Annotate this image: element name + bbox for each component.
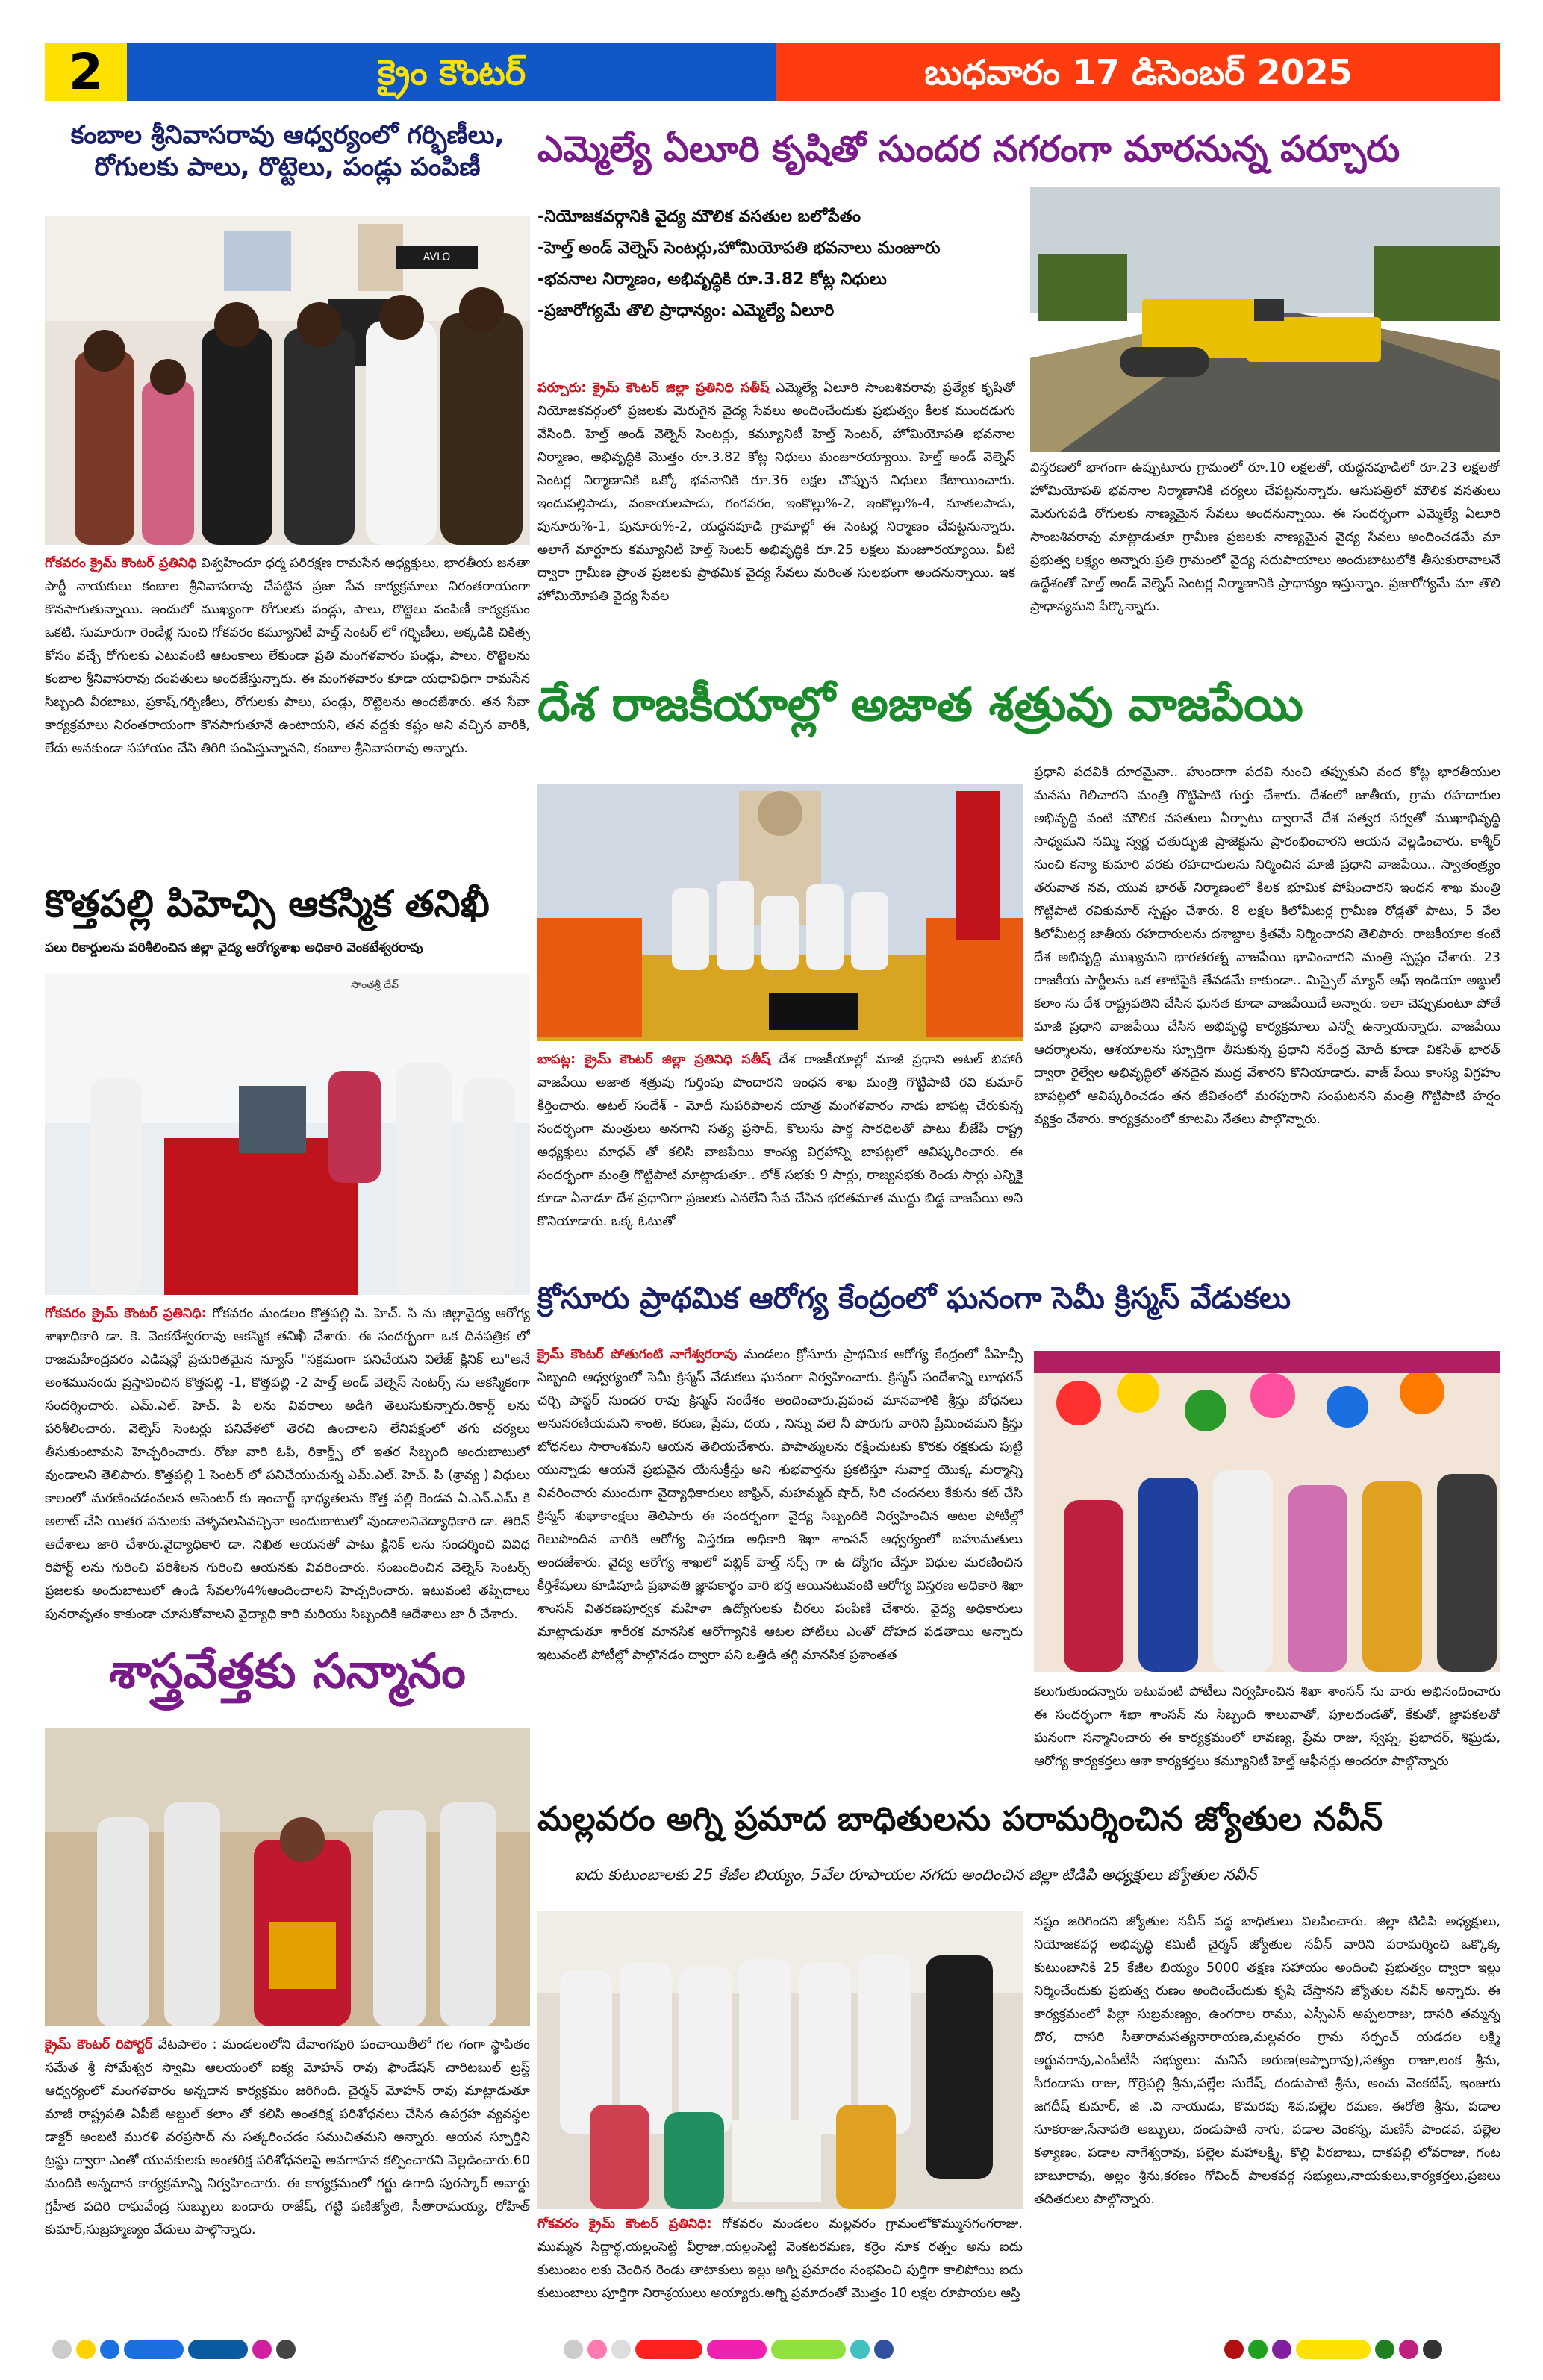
a4-photo-sign: సొంతశ్రీ దేవ్ [351,979,399,991]
a7-body2: నష్టం జరిగిందని జ్యోతుల నవీన్ వద్ద బాధితులు విలపించారు. జిల్లా టిడిపి అధ్యక్షులు, నియోజకవర్గ అభివృద్ధి కమిటీ చైర్మన్ జ్యోతుల నవీన్ వారిని పరామర్శించి ఒక్కొక్క కుటుంబానికి 25 కేజీల బియ్యం 5000 తక్షణ సహాయం అందించి ప్రభుత్వం ద్వారా ఇల్లు నిర్మించేందుకు ప్రభుత్వ రుణం అందించేందుకు కృషి చేస్తానని జ్యోతుల నవీన్ అన్నారు. ఈ కార్యక్రమంలో పిల్లా సుబ్రమణ్యం, ఉంగరాల రాము, ఎస్సీఎస్ అప్పలరాజు, దాసరి తమ్మన్న దొర, దాసరి సీతారామసత్యనారాయణ,మల్లవరం గ్రామ సర్పంచ్ యడదల లక్ష్మి అర్జునరావు,ఎంపీటీసీ సభ్యులు: మనిసే అరుణ(అప్పారావు),సత్యం రాజా,లంక శ్రీను, సీరందాసు రాజు, గొర్రెపల్లి శ్రీను,పల్లేల సురేష్, దండుపాటి శ్రీను, అంచు వెంకటేష్, ఇంజురు జగదీష్ కుమార్, జి .వి నాయుడు, కొమరపు శివ,పల్లెల రమణ, ఈరోతి శ్రీను, పడాల సూకరాజు,సేనాపతి అబ్బులు, దండుపాటి నాగు, పడాల వెంకన్న, మణిసే పాండవ, పల్లెల కళ్యాణం, పడాల నాగేశ్వరావు, పల్లెల మహాలక్ష్మి, కొల్లి వీరబాబు, దాకపల్లి లోవరాజు, గంట బాబూరావు, అల్లం శ్రీను,కరణం గోవింద్ పాలకవర్గ సభ్యులు,నాయకులు,కార్యకర్తలు,ప్రజలు తదితరులు పాల్గొన్నారు. [1034,1914,1500,2207]
a5-photo [1034,1351,1500,1672]
a7-photo [537,1911,1023,2209]
a2-bullet: -హెల్త్ అండ్ వెల్నెస్ సెంటర్లు,హోమియోపతి భవనాలు మంజూరు [537,239,941,257]
a7-subhead: ఐదు కుటుంబాలకు 25 కేజీల బియ్యం, 5వేల రూపాయల నగదు అందించిన జిల్లా టిడిపి అధ్యక్షులు జ్యోతుల నవీన్ [575,1866,1257,1884]
a5-body2: కలుగుతుందన్నారు ఇటువంటి పోటీలు నిర్వహించిన శిఖా శాంసన్ ను వారు అభినందించారు ఈ సందర్భంగా శిఖా శాంసన్ ను సిబ్బంది శాలువాతో, పూలదండతో, కేకుతో, జ్ఞాపకలతో ఘనంగా సన్మానించారు ఈ కార్యక్రమంలో లావణ్య, ప్రేమ రాజు, స్వప్న, ప్రభాదర్, శిఘ్రడు, ఆరోగ్య కార్యకర్తలు ఆశా కార్యకర్తలు కమ్యూనిటీ హెల్త్ ఆఫీసర్లు అందరూ పాల్గొన్నారు [1034,1684,1500,1769]
a2-body [537,377,1015,660]
a2-bullets [537,202,1015,327]
a2-bullet: -భవనాల నిర్మాణం, అభివృద్ధికి రూ.3.82 కోట్ల నిధులు [537,270,887,289]
a4-dateline: గోకవరం క్రైమ్ కౌంటర్ ప్రతినిధి: [45,1306,207,1321]
footer-strip-mid [564,2340,894,2359]
brand-title: క్రైం కౌంటర్ [127,43,776,101]
a1-body [45,552,530,903]
footer-strip-right [1224,2340,1442,2359]
a2-dateline: పర్చూరు: క్రైమ్ కౌంటర్ జిల్లా ప్రతినిధి సతీష్ [537,381,770,396]
a1-text: విశ్వహిందూ ధర్మ పరిరక్షణ రామసేన అధ్యక్షులు, భారతీయ జనతా పార్టీ నాయకులు కంబాల శ్రీనివాసరావు చేపట్టిన ప్రజా సేవ కార్యక్రమాలు నిరంతరాయంగా కొనసాగుతున్నాయి. ఇందులో ముఖ్యంగా రోగులకు పండ్లు, పాలు, రొట్టెలు పంపిణీ కార్యక్రమం ఒకటి. సుమారుగా రెండేళ్ల నుంచి గోకవరం కమ్యూనిటీ హెల్త్ సెంటర్ లో గర్భిణీలు, అక్కడికి చికిత్స కోసం వచ్చే రోగులకు ఎటువంటి ఆటంకాలు లేకుండా ప్రతి మంగళవారం పండ్లు, పాలు, రొట్టెలను కంబాల శ్రీనివాసరావు దంపతులు అందజేస్తున్నారు. ఈ మంగళవారం కూడా యధావిధిగా రామసేన సిబ్బంది వీరబాబు, ప్రకాష్,గర్భిణీలు, రోగులకు పాలు, పండ్లు, రొట్టెలను అందజేశారు. తన సేవా కార్యక్రమాలు నిరంతరాయంగా కొనసాగుతూనే ఉంటాయని, తన వద్దకు కష్టం అని వచ్చిన వారికి, లేదు అనకుండా సహాయం చేసి తిరిగి పంపిస్తున్నానని, కంబాల శ్రీనివాసరావు అన్నారు. [45,556,530,756]
a6-dateline: క్రైమ్ కౌంటర్ రిపోర్టర్ [45,2037,153,2052]
a6-body [45,2034,530,2325]
a3-dateline: బాపట్ల: క్రైమ్ కౌంటర్ జిల్లా ప్రతినిధి సతీష్ [537,1052,770,1067]
a5-text: మండలం క్రోసూరు ప్రాథమిక ఆరోగ్య కేంద్రంలో పీహెచ్సీ సిబ్బంది ఆధ్వర్యంలో సెమీ క్రిస్మస్ వేడుకలు ఘనంగా నిర్వహించారు. క్రిస్మస్ సందేశాన్ని లూథరన్ చర్చి పాస్టర్ సుందర రావు క్రిస్మస్ సందేశం అందించారు.ప్రపంచ మానవాళికి శ్రీస్తు బోధనలు అనుసరణీయమని శాంతి, కరుణ, ప్రేమ, దయ , నిన్ను వలె నీ పొరుగు వారిని ప్రేమించమని క్రీస్తు బోధనలు సారాంశమని ఆయన తెలియచేశారు. పాపాత్ములను రక్షించుటకు కొరకు రక్షకుడు పుట్టి యున్నాడు ఆయనే ప్రభువైన యేసుక్రీస్తు అని శుభవార్తను ప్రకటిస్తూ సువార్త యొక్క మర్మాన్ని వివరించారు ముందుగా వైద్యాధికారులు జాఫ్రిన్, మహమ్మద్ షాద్, సిరి చందనలు కేకును కట్ చేసి క్రిస్మస్ శుభాకాంక్షలు తెలిపారు ఈ సందర్భంగా వైద్య సిబ్బందికి నిర్వహించిన ఆటల పోటీల్లో గెలుపొందిన వారికి ఆరోగ్య విస్తరణ అధికారి శిఖా శాంసన్ ఆధ్వర్యంలో బహుమతులు అందజేశారు. వైద్య ఆరోగ్య శాఖలో పబ్లిక్ హెల్త్ నర్స్ గా ఉ ద్యోగం చేస్తూ విధుల మరణించిన కీర్తిశేషులు కూడిపూడి ప్రభావతి జ్ఞాపకార్థం వారి భర్త ఆయినటువంటి ఆరోగ్య విస్తరణ అధికారి శిఖా శాంసన్ వితరణపూర్వక మహిళా ఉద్యోగులకు చీరలు పంపిణీ చేశారు. వైద్య అధికారులు మాట్లాడుతూ శారీరక మానసిక ఆరోగ్యానికి ఆటల పోటీలు ఎంతో దోహద పడతాయి అన్నారు ఇటువంటి పోటీల్లో పాల్గొనడం ద్వారా పని ఒత్తిడి తగ్గి మానసిక ప్రశాంతత [537,1347,1023,1663]
a6-photo [45,1728,530,2026]
a1-dateline: గోకవరం క్రైమ్ కౌంటర్ ప్రతినిధి [45,556,197,571]
a2-photo [1030,187,1500,452]
a2-text: ఎమ్మెల్యే ఏలూరి సాంబశివరావు ప్రత్యేక కృషితో నియోజకవర్గంలో ప్రజలకు మెరుగైన వైద్య సేవలు అందించేందుకు ప్రభుత్వం కీలక ముందడుగు వేసింది. హెల్త్ అండ్ వెల్నెస్ సెంటర్లు, కమ్యూనిటీ హెల్త్ సెంటర్, హోమియోపతి భవనాల నిర్మాణం, అభివృద్ధికి మొత్తం రూ.3.82 కోట్ల నిధులు మంజూరయ్యాయి. హెల్త్ అండ్ వెల్నెస్ సెంటర్ల నిర్మాణానికి ఒక్కో భవనానికి రూ.36 లక్షల చొప్పున నిధులు కేటాయించారు. ఇందుపల్లిపాడు, వంకాయలపాడు, గంగవరం, ఇంకొల్లు%-2, ఇంకొల్లు%-4, నూతలపాడు, పునూరు%-1, పునూరు%-2, యద్దనపూడి గ్రామాల్లో ఈ సెంటర్ల నిర్మాణం చేపట్టనున్నారు. అలాగే మార్టూరు కమ్యూనిటీ హెల్త్ సెంటర్ అభివృద్ధికి రూ.25 లక్షలు మంజూరయ్యాయి. వీటి ద్వారా గ్రామీణ ప్రాంత ప్రజలకు ప్రాథమిక వైద్య సేవలు మరింత సులభంగా అందనున్నాయి. ఇక హోమియోపతి వైద్య సేవల [537,381,1015,604]
a5-headline: క్రోసూరు ప్రాథమిక ఆరోగ్య కేంద్రంలో ఘనంగా సెమీ క్రిస్మస్ వేడుకలు [537,1281,1291,1316]
a5-dateline: క్రైమ్ కౌంటర్ పోతుగంటి నాగేశ్వరరావు [537,1347,738,1362]
a3-body2: ప్రధాని పదవికి దూరమైనా.. హుందాగా పదవి నుంచి తప్పుకుని వంద కోట్ల భారతీయుల మనసు గెలిచారని మంత్రి గొట్టిపాటి గుర్తు చేశారు. దేశంలో జాతీయ, గ్రామ రహదారుల అభివృద్ధి వంటి మౌలిక వసతులు ఏర్పాటు ద్వారానే దేశ సత్వర సర్వతో ముఖాభివృద్ధి సాధ్యమని నమ్మి స్వర్ణ చతుర్భుజి ప్రాజెక్టును ప్రారంభించారని ఆయన వెల్లడించారు. కాశ్మీర్ నుంచి కన్యా కుమారి వరకు రహదారులను నిర్మించిన మాజీ ప్రధాని వాజపేయి.. స్వాతంత్ర్యం తరువాత నవ, యువ భారత్ నిర్మాణంలో కీలక భూమిక పోషించారని ఇంధన శాఖ మంత్రి గొట్టిపాటి రవికుమార్ స్పష్టం చేశారు. 8 లక్షల కిలోమీటర్ల గ్రామీణ రోడ్లతో పాటు, 5 వేల కిలోమీటర్ల జాతీయ రహదారులను దశాబ్దాల క్రితమే నిర్మించారని తెలిపారు. రాజకీయాల కంటే దేశ అభివృద్ధి ముఖ్యమని భారతరత్న వాజపేయి భావించారని మంత్రి స్పష్టం చేశారు. 23 రాజకీయ పార్టీలను ఒక తాటిపైకి తేవడమే కాకుండా.. మిస్సైల్ మ్యాన్ ఆఫ్ ఇండియా అబ్దుల్ కలాం ను దేశ రాష్ట్రపతిని చేసిన ఘనత కూడా వాజపేయిదే అన్నారు. ఇలా చెప్పుకుంటూ పోతే మాజీ ప్రధాని వాజపేయి చేసిన అభివృద్ధి కార్యక్రమాలు ఎన్నో ఉన్నాయన్నారు. వాజపేయి ఆదర్శాలను, ఆశయాలను స్ఫూర్తిగా తీసుకున్న ప్రధాని నరేంద్ర మోదీ కూడా వికసిత్ భారత్ ద్వారా రైల్వేల అభివృద్ధిలో తనదైన ముద్ర వేశారని కొనియాడారు. వాజ్ పేయి కాంస్య విగ్రహం బాపట్లలో ఆవిష్కరించడం తన జీవితంలో మరపురాని సంఘటనని మంత్రి గొట్టిపాటి హర్షం వ్యక్తం చేశారు. కార్యక్రమంలో కూటమి నేతలు పాల్గొన్నారు. [1034,765,1500,1127]
a4-subhead: పలు రికార్డులను పరిశీలించిన జిల్లా వైద్య ఆరోగ్యశాఖ అధికారి వెంకటేశ్వరరావు [45,940,423,955]
a4-headline: కొత్తపల్లి పిహెచ్సి ఆకస్మిక తనిఖీ [45,882,490,925]
a5-body [537,1343,1023,1776]
a6-headline: శాస్త్రవేత్తకు సన్మానం [109,1644,466,1699]
a3-photo [537,784,1023,1041]
a7-headline: మల్లవరం అగ్ని ప్రమాద బాధితులను పరామర్శించిన జ్యోతుల నవీన్ [537,1800,1383,1838]
a2-body2: విస్తరణలో భాగంగా ఉప్పుటూరు గ్రామంలో రూ.10 లక్షలతో, యద్దనపూడిలో రూ.23 లక్షలతో హోమియోపతి భవనాల నిర్మాణానికి చర్యలు చేపట్టనున్నారు. ఆసుపత్రిలో మౌలిక వసతులు మెరుగుపడి రోగులకు నాణ్యమైన సేవలు అందనున్నాయి. ఈ సందర్భంగా ఎమ్మెల్యే ఏలూరి సాంబశివరావు మాట్లాడుతూ గ్రామీణ ప్రజలకు నాణ్యమైన వైద్య సేవలు అందించడమే మా ప్రభుత్వ లక్ష్యం అన్నారు.ప్రతి గ్రామంలో వైద్య సదుపాయాలు అందుబాటులోకి తీసుకురావాలనే ఉద్దేశంతో హెల్త్ అండ్ వెల్నెస్ సెంటర్ల నిర్మాణానికి ప్రాధాన్యం ఇస్తున్నాం. ప్రజారోగ్యమే మా తొలి ప్రాధాన్యమని పేర్కొన్నారు. [1030,460,1500,614]
a7-dateline: గోకవరం క్రైమ్ కౌంటర్ ప్రతినిధి: [537,2217,712,2231]
a7-text: గోకవరం మండలం మల్లవరం గ్రామంలోకొమ్ముసగంగరాజు, ముమ్మన సిద్దార్థ,యల్లంసెట్టి వీర్రాజు,యల్లంసెట్టి వెంకటరమణ, కర్రెం నూక రత్నం అను ఐదు కుటుంబం లకు చెందిన రెండు తాటాకులు ఇల్లు అగ్ని ప్రమాదం సంభవించి పుర్తిగా కాలిపోయి ఐదు కుటుంబాలు పూర్తిగా నిరాశ్రయులు అయ్యారు.అగ్ని ప్రమాదంతో మొత్తం 10 లక్షల రూపాయల ఆస్తి [537,2217,1023,2301]
a3-text: దేశ రాజకీయాల్లో మాజీ ప్రధాని అటల్ బిహారీ వాజపేయి అజాత శత్రువు గుర్తింపు పొందారని ఇంధన శాఖ మంత్రి గొట్టిపాటి రవి కుమార్ కీర్తించారు. అటల్ సందేశ్ - మోదీ సుపరిపాలన యాత్ర మంగళవారం నాడు బాపట్ల చేరుకున్న సందర్భంగా మంత్రులు అనగాని సత్య ప్రసాద్, కొలుసు పార్థ సారధిలతో పాటు బీజేపీ రాష్ట్ర అధ్యక్షులు మాధవ్ తో కలిసి వాజపేయి కాంస్య విగ్రహాన్ని బాపట్లలో ఆవిష్కరించారు. ఈ సందర్భంగా మంత్రి గొట్టిపాటి మాట్లాడుతూ.. లోక్ సభకు 9 సార్లు, రాజ్యసభకు రెండు సార్లు ఎన్నికై కూడా ఏనాడూ దేశ ప్రధానిగా ప్రజలకు ఎనలేని సేవ చేసిన భరతమాత ముద్దు బిడ్డ వాజపేయి అని కొనియాడారు. ఒక్క ఓటుతో [537,1052,1023,1229]
a2-bullet: -నియోజకవర్గానికి వైద్య మౌలిక వసతుల బలోపేతం [537,207,861,226]
a3-headline: దేశ రాజకీయాల్లో అజాత శత్రువు వాజపేయి [537,677,1303,731]
a4-photo [45,974,530,1295]
a6-text: వేటపాలెం : మండలంలోని దేవాంగపురి పంచాయితీలో గల గంగా స్థాపితం సమేత శ్రీ సోమేశ్వర స్వామి ఆలయంలో ఐక్య మోహన్ రావు ఫౌండేషన్ చారిటబుల్ ట్రస్ట్ ఆధ్వర్యంలో మంగళవారం అన్నదాన కార్యక్రమం జరిగింది. చైర్మన్ మోహన్ రావు మాట్లాడుతూ మాజీ రాష్ట్రపతి ఏపీజే అబ్దుల్ కలాం తో కలిసి అంతరిక్ష పరిశోధనలు చేసిన ఉపగ్రహ వ్యవస్థల డాక్టర్ అంబటి మురళి వరప్రసాద్ ను సత్కరించడం సముచితమని అన్నారు. ఆయన స్ఫూర్తిని ట్రస్టు ద్వారా ఎంతో యువకులకు అంతరిక్ష పరిశోధనలపై అవగాహన కల్పించారని వెల్లడించారు.60 మందికి అన్నదాన కార్యక్రమాన్ని నిర్వహించారు. ఈ కార్యక్రమంలో గర్జు ఉగాది పురస్కార్ అవార్డు గ్రహీత పదిరి రాఘవేంద్ర సుబ్బులు బందారు రాజేష్, గట్టి ఫణిజ్యోతి, సీతారామయ్య, రోహిత్ కుమార్,సుబ్రహ్మణ్యం వేదులు పాల్గొన్నారు. [45,2037,530,2237]
a7-body [537,2213,1023,2329]
footer-strip-left [52,2340,296,2359]
a1-headline: కంబాల శ్రీనివాసరావు ఆధ్వర్యంలో గర్భిణీలు, రోగులకు పాలు, రొట్టెలు, పండ్లు పంపిణీ [70,120,505,182]
page-number: 2 [45,43,127,101]
a3-body [537,1049,1023,1261]
a1-photo-banner: AVLO [396,246,478,269]
a4-text: గోకవరం మండలం కొత్తపల్లి పి. హెచ్. సి ను జిల్లావైద్య ఆరోగ్య శాఖాధికారి డా. కె. వెంకటేశ్వరరావు ఆకస్మిక తనిఖీ చేశారు. ఈ సందర్భంగా ఒక దినపత్రిక లో రాజమహేంద్రవరం ఎడిషన్లో ప్రచురితమైన న్యూస్ "సక్రమంగా పనిచేయని విలేజ్ క్లినిక్ లు"అనే అంశమునందు ప్రస్తావించిన కొత్తపల్లి -1, కొత్తపల్లి -2 హెల్త్ అండ్ వెల్నెస్ సెంటర్స్ ను ఆకస్మికంగా సందర్శించారు. ఎమ్.ఎల్. హెచ్. పి లను వివరాలు అడిగి తెలుసుకున్నారు.రికార్డ్ లను పరిశీలించారు. వెల్నెస్ సెంటర్లు పనివేళలో తెరచి ఉంచాలని లేనిపక్షంలో తగు చర్యలు తీసుకుంటామని హెచ్చరించారు. రోజు వారి ఓపి, రికార్డ్స్ లో ఇతర సిబ్బంది అందుబాటులో వుండాలని తెలిపారు. కొత్తపల్లి 1 సెంటర్ లో పనిచేయుచున్న ఎమ్.ఎల్. హెచ్. పి (శ్రావ్య ) విధులు కాలంలో మరణించడంవలన ఆసెంటర్ కు ఇంచార్జ్ భాధ్యతలను కొత్త పల్లి రెండవ ఏ.ఎన్.ఎమ్ కి అలాట్ చేసి యితర పనులకు వెళ్ళవలసివచ్చినా అందుబాటులో వుండాలనివెద్యాధికారి డా. తిరిన్ ఆదేశాలు జారి చేశారు.వైద్యాధికారి డా. నిఖిత ఆయనతో పాటు క్లినిక్ లను సందర్శించి వివిధ రిపోర్ట్ లను గురించి పరిశీలన గురించి ఆయనకు వివరించారు. సంబంధించిన వెల్నెస్ సెంటర్స్ ప్రజలకు అందుబాటులో ఉండి సేవల%4%ఆందించాలని హెచ్చరించారు. ఇటువంటి తప్పిదాలు పునరావృతం కాకుండా చూసుకోవాలని వైద్యాధి కారి మరియు సిబ్బందికి ఆదేశాలు జా రీ చేశారు. [45,1306,530,1622]
a2-bullet: -ప్రజారోగ్యమే తొలి ప్రాధాన్యం: ఎమ్మెల్యే ఏలూరి [537,302,835,320]
date-banner: బుధవారం 17 డిసెంబర్ 2025 [776,43,1500,101]
a2-headline: ఎమ్మెల్యే ఏలూరి కృషితో సుందర నగరంగా మారనున్న పర్చూరు [537,128,1400,170]
